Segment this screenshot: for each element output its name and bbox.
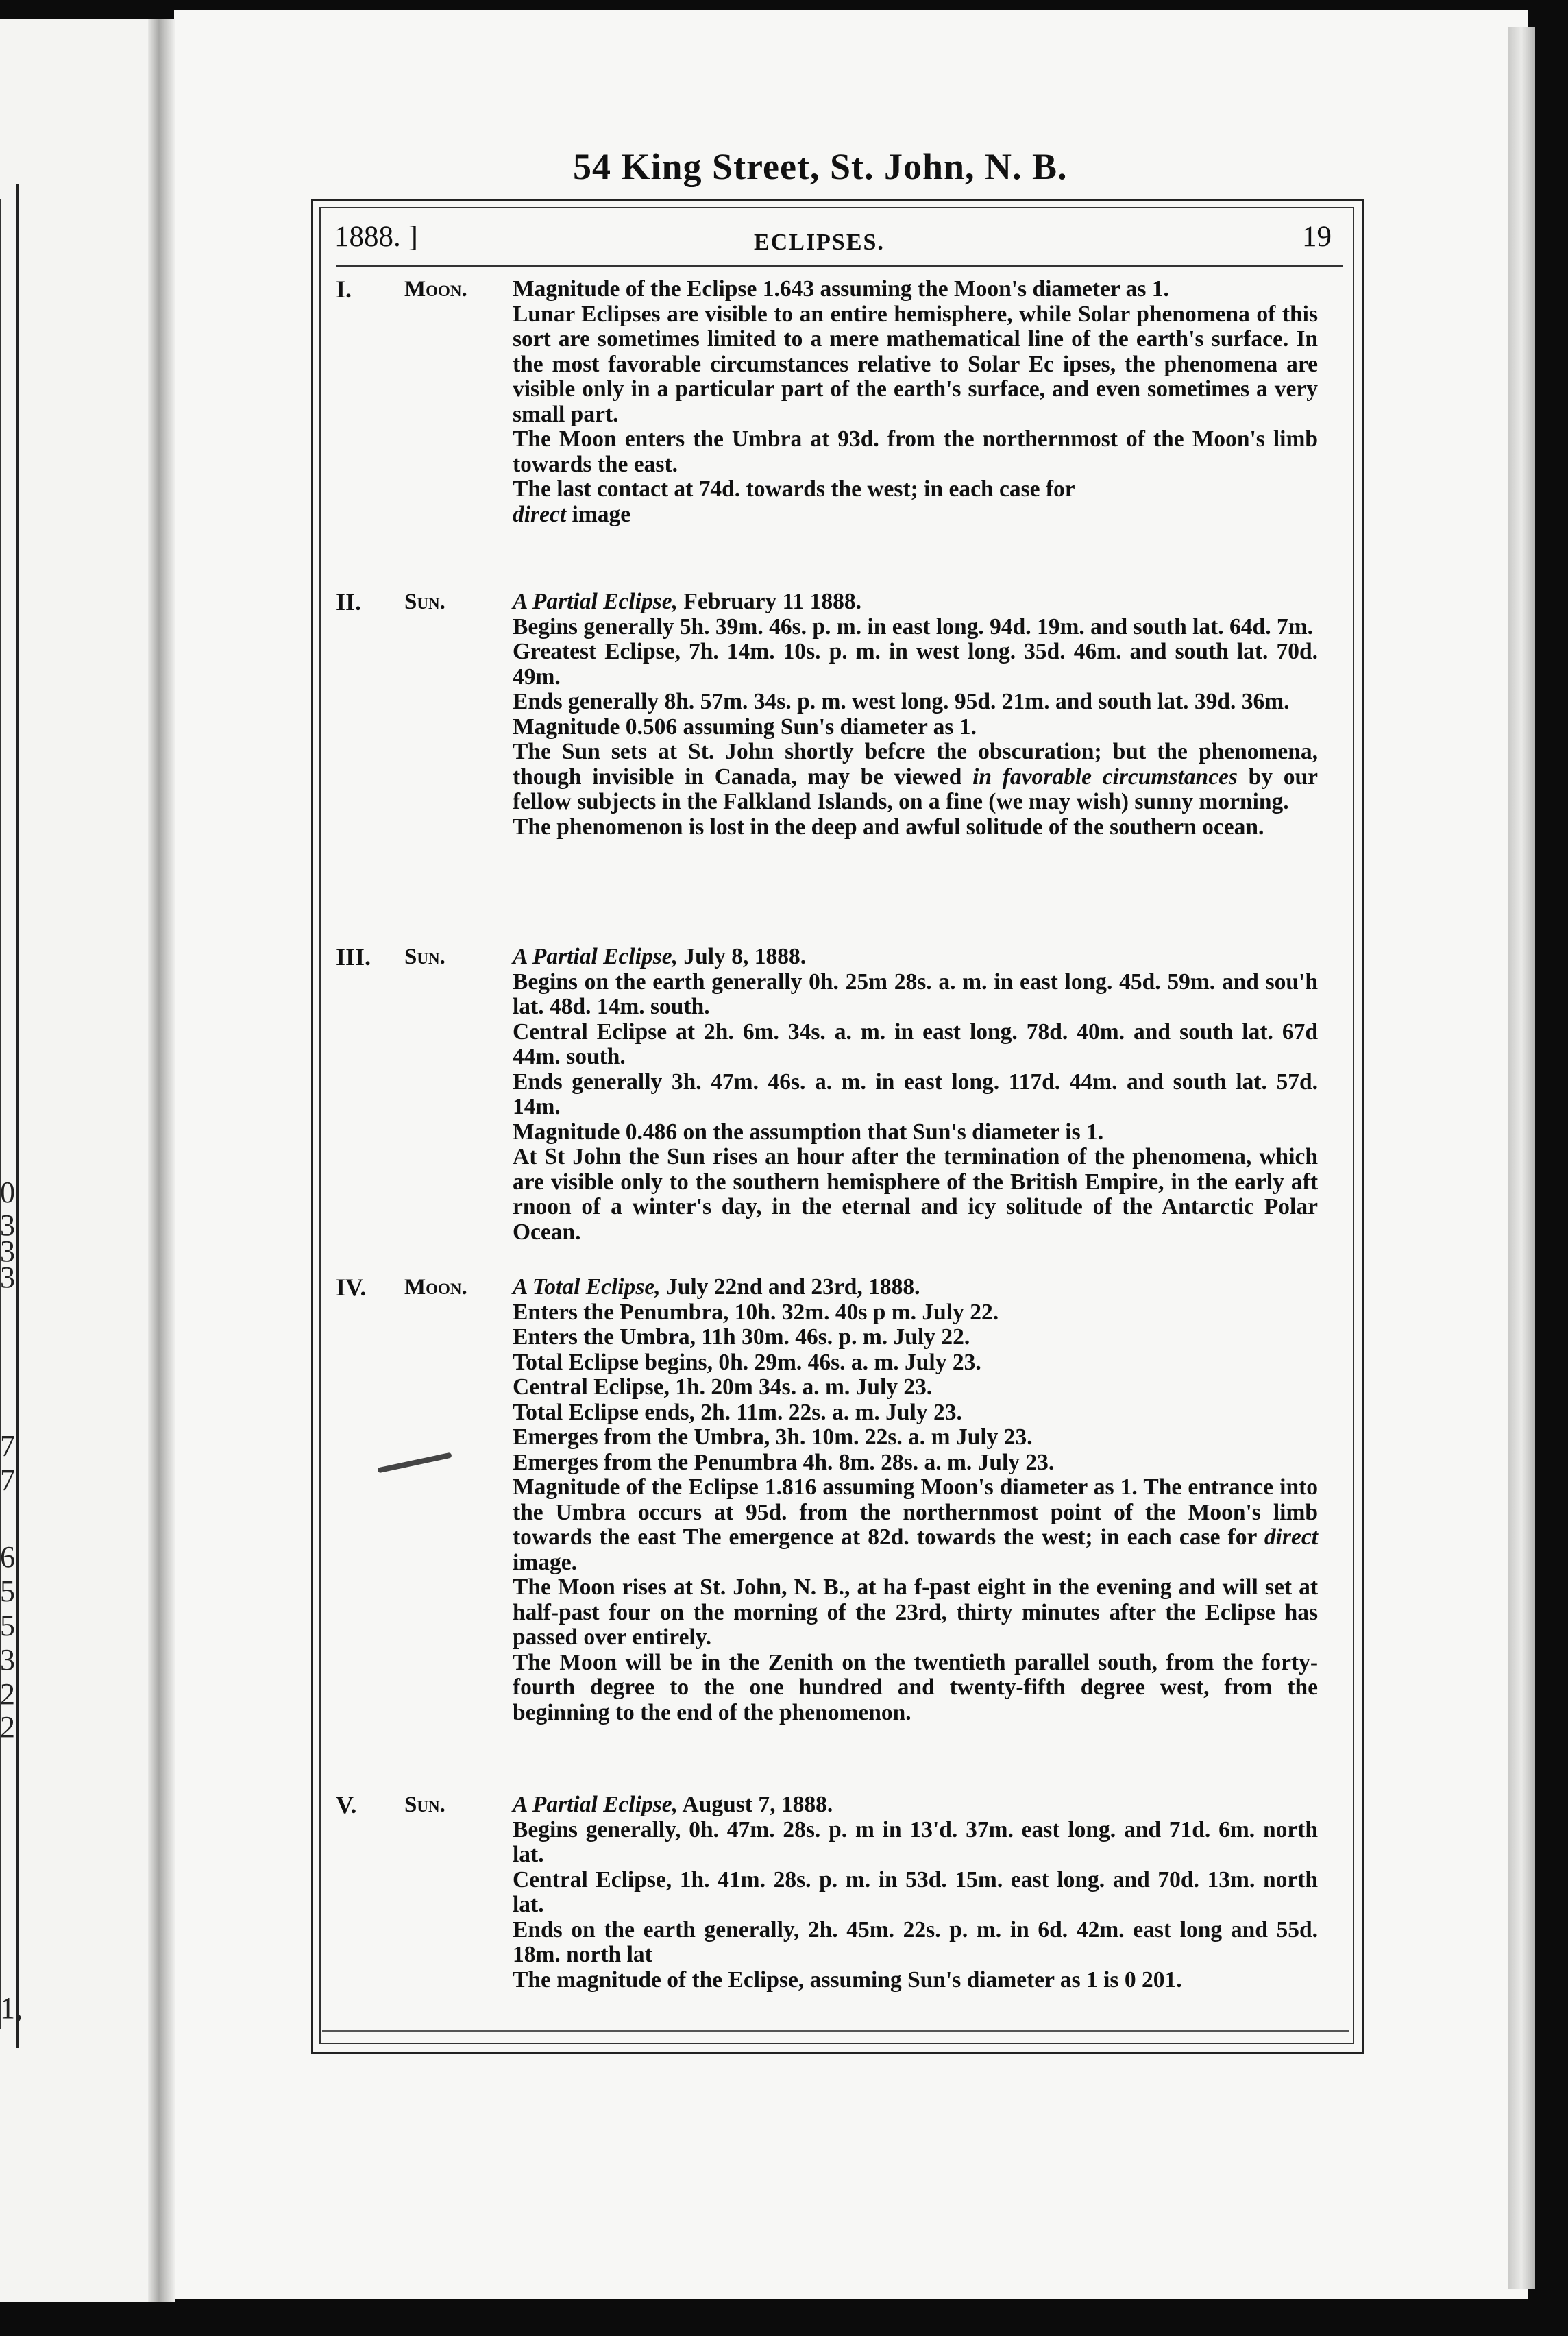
entry-line-part: image — [572, 501, 631, 527]
entry-line: Enters the Umbra, 11h 30m. 46s. p. m. July 22. — [513, 1324, 970, 1350]
left-fragment: 5 — [0, 1609, 15, 1642]
page-number: 19 — [1302, 221, 1332, 253]
entry-text — [513, 277, 1318, 527]
entry-line: Ends generally 8h. 57m. 34s. p. m. west long. 95d. 21m. and south lat. 39d. 36m. — [513, 689, 1290, 714]
page-edge — [1508, 27, 1535, 2289]
header-rule — [336, 265, 1343, 267]
entry-number: I. — [336, 276, 352, 303]
left-fragment: 0 — [0, 1176, 15, 1209]
entry-heading — [513, 1275, 1318, 1300]
entry-line: At St John the Sun rises an hour after the termination of the phenomena, which are visible only to the southern hemisphere of the British Empire, in the early aft rnoon of a winter's day, in the eternal and icy solitude of the Antarctic Polar Ocean. — [513, 1144, 1318, 1245]
entry-line: Greatest Eclipse, 7h. 14m. 10s. p. m. in west long. 35d. 46m. and south lat. 70d. 49m. — [513, 639, 1318, 690]
entry-text — [513, 1275, 1318, 1725]
left-fragment: 3 — [0, 1234, 15, 1268]
entry-heading-rest: February 11 1888. — [678, 589, 862, 614]
entry-line: Central Eclipse, 1h. 41m. 28s. p. m. in 53d. 15m. east long. and 70d. 13m. north lat. — [513, 1866, 1318, 1917]
entry-line: Lunar Eclipses are visible to an entire hemisphere, while Solar phenomena of this sort are sometimes limited to a mere mathematical line of the earth's surface. In the most favorable circumstances relative to Solar Ec ipses, the phenomena are visible only in a particular part of the earth's surface, and even sometimes a very small part. — [513, 301, 1318, 427]
page-header-section: ECLIPSES. — [754, 230, 885, 255]
entry-line: The Moon rises at St. John, N. B., at ha f-past eight in the evening and will set at half-past four on the morning of the 23rd, thirty minutes after the Eclipse has passed over entirely. — [513, 1574, 1318, 1650]
entry-line-italic: in favorable circumstances — [972, 764, 1238, 790]
entry-line-part: Magnitude of the Eclipse 1.816 assuming Moon's diameter as 1. The entrance into the Umbra occurs at 95d. from the northernmost point of the Moon's limb towards the east The emergence at 82d. towards the west; in each case for — [513, 1474, 1318, 1550]
left-page-rule-inner — [0, 199, 1, 2029]
book-gutter — [148, 19, 175, 2302]
italic-word: direct — [1264, 1524, 1318, 1550]
entry-line: Emerges from the Umbra, 3h. 10m. 22s. a. m July 23. — [513, 1424, 1033, 1450]
left-fragment: 6 — [0, 1540, 15, 1574]
entry-line-part: image. — [513, 1549, 577, 1575]
entry-line: Emerges from the Penumbra 4h. 8m. 28s. a. m. July 23. — [513, 1449, 1055, 1475]
entry-number: III. — [336, 943, 371, 971]
left-fragment: 2 — [0, 1710, 15, 1744]
entry-heading-italic: A Partial Eclipse, — [513, 1792, 678, 1817]
entry-line: Central Eclipse at 2h. 6m. 34s. a. m. in east long. 78d. 40m. and south lat. 67d 44m. south. — [513, 1019, 1318, 1069]
entry-line: Ends on the earth generally, 2h. 45m. 22s. p. m. in 6d. 42m. east long and 55d. 18m. north lat — [513, 1917, 1318, 1967]
entry-text — [513, 589, 1318, 840]
entry-line: Magnitude 0.486 on the assumption that Sun's diameter is 1. — [513, 1119, 1104, 1145]
running-title: 54 King Street, St. John, N. B. — [573, 146, 1068, 187]
entry-line: Total Eclipse ends, 2h. 11m. 22s. a. m. July 23. — [513, 1399, 962, 1425]
entry-line: Ends generally 3h. 47m. 46s. a. m. in east long. 117d. 44m. and south lat. 57d. 14m. — [513, 1069, 1318, 1119]
entry-body: Moon. — [404, 277, 467, 302]
entry-line — [513, 1475, 1318, 1575]
entry-line — [513, 740, 1318, 815]
left-fragment: 3 — [0, 1208, 15, 1242]
entry-heading — [513, 945, 1318, 970]
entry-line-part: The Sun sets at St. John shortly befcre the obscuration; but the phenomena, though invisible in Canada, may be viewed — [513, 739, 1318, 790]
entry-line: The Moon will be in the Zenith on the twentieth parallel south, from the forty-fourth degree to the one hundred and twenty-fifth degree west, from the beginning to the end of the phenomenon. — [513, 1649, 1318, 1725]
entry-heading-italic: A Partial Eclipse, — [513, 589, 678, 614]
left-fragment: 2 — [0, 1677, 15, 1711]
entry-heading-rest: July 8, 1888. — [678, 944, 807, 969]
entry-text — [513, 945, 1318, 1245]
page-header-year: 1888. ] — [334, 221, 418, 253]
left-fragment: 1, — [0, 1991, 23, 2025]
left-fragment: 7 — [0, 1463, 15, 1497]
entry-line: Total Eclipse begins, 0h. 29m. 46s. a. m. July 23. — [513, 1349, 981, 1375]
entry-heading-rest: July 22nd and 23rd, 1888. — [660, 1274, 920, 1300]
entry-heading — [513, 1792, 1318, 1818]
entry-heading — [513, 589, 1318, 615]
left-fragment: 7 — [0, 1429, 15, 1463]
entry-number: V. — [336, 1791, 357, 1818]
entry-line: The phenomenon is lost in the deep and awful solitude of the southern ocean. — [513, 814, 1264, 840]
entry-body: Sun. — [404, 945, 445, 969]
entry-line: Magnitude 0.506 assuming Sun's diameter as 1. — [513, 714, 977, 740]
italic-word: direct — [513, 501, 567, 527]
entry-line: The magnitude of the Eclipse, assuming Sun's diameter as 1 is 0 201. — [513, 1967, 1182, 1993]
entry-line-part: The last contact at 74d. towards the west; in each case for — [513, 476, 1075, 502]
entry-body: Sun. — [404, 589, 445, 614]
left-page-rule — [16, 184, 19, 2048]
entry-heading-italic: A Total Eclipse, — [513, 1274, 661, 1300]
entry-number: IV. — [336, 1274, 367, 1301]
entry-line: The Moon enters the Umbra at 93d. from the northernmost of the Moon's limb towards the east. — [513, 426, 1318, 477]
entry-line: Enters the Penumbra, 10h. 32m. 40s p m. July 22. — [513, 1299, 999, 1325]
bottom-rule — [322, 2030, 1349, 2032]
entry-text — [513, 1792, 1318, 1993]
entry-line — [513, 477, 1318, 527]
entry-line: Begins on the earth generally 0h. 25m 28s. a. m. in east long. 45d. 59m. and sou'h lat. 48d. 14m. south. — [513, 969, 1318, 1019]
left-fragment: 3 — [0, 1261, 15, 1294]
entry-line: Begins generally, 0h. 47m. 28s. p. m in 13'd. 37m. east long. and 71d. 6m. north lat. — [513, 1816, 1318, 1867]
left-fragment: 3 — [0, 1643, 15, 1677]
entry-line: Magnitude of the Eclipse 1.643 assuming the Moon's diameter as 1. — [513, 276, 1169, 302]
entry-body: Sun. — [404, 1792, 445, 1817]
entry-line: Begins generally 5h. 39m. 46s. p. m. in east long. 94d. 19m. and south lat. 64d. 7m. — [513, 613, 1313, 640]
entry-body: Moon. — [404, 1275, 467, 1300]
left-page — [0, 19, 158, 2302]
entry-heading-rest: August 7, 1888. — [678, 1792, 833, 1817]
entry-line: Central Eclipse, 1h. 20m 34s. a. m. July 23. — [513, 1374, 933, 1400]
entry-heading-italic: A Partial Eclipse, — [513, 944, 678, 969]
left-fragment: 5 — [0, 1574, 15, 1608]
entry-number: II. — [336, 588, 362, 616]
entry-line-part: by our fellow subjects in the Falkland Islands, on a fine (we may wish) sunny morning. — [513, 764, 1318, 814]
